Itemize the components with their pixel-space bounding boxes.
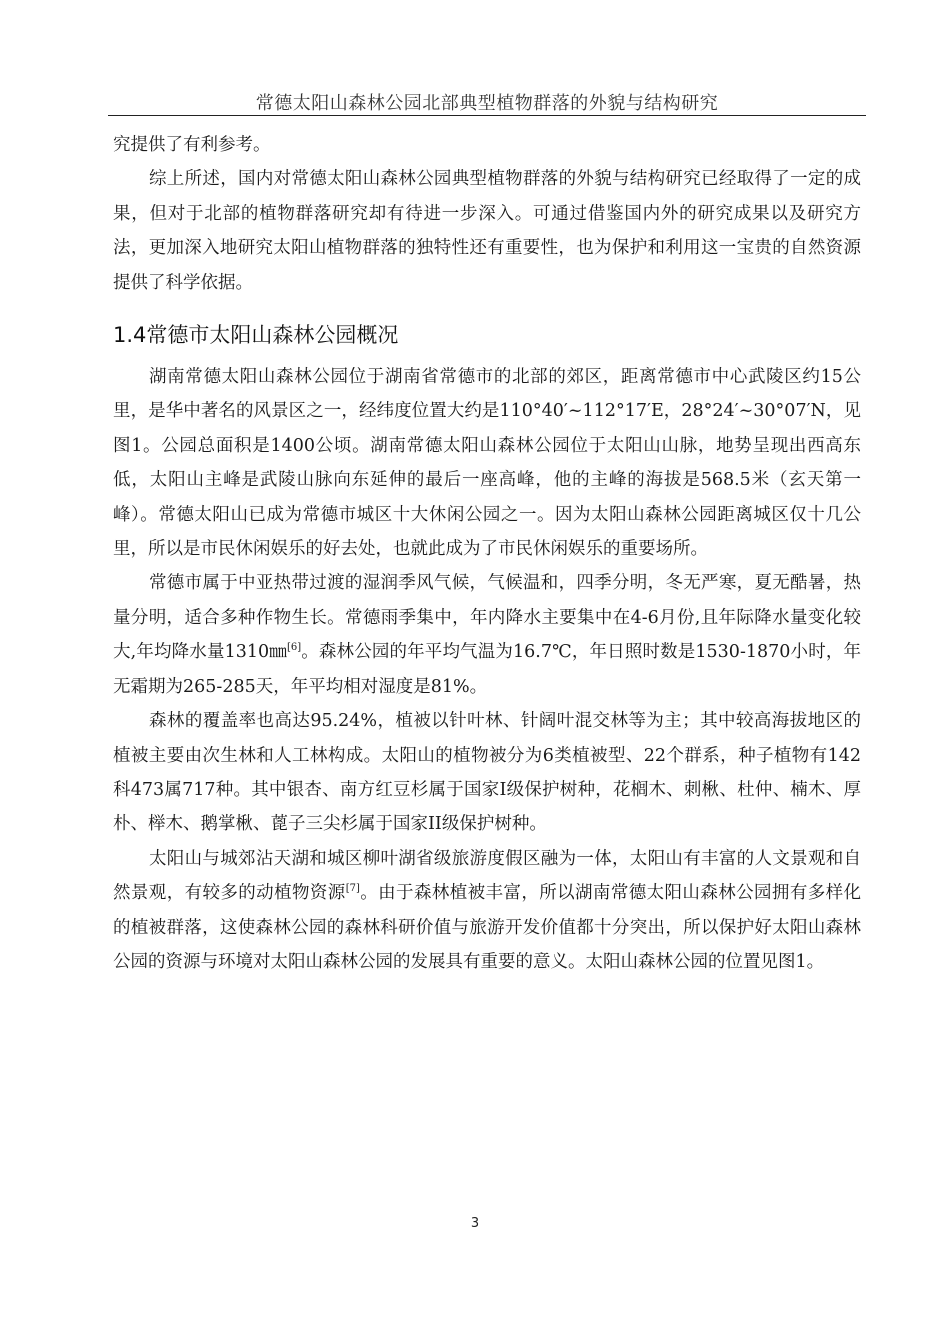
paragraph-resources-text-1: 太阳山与城郊沾天湖和城区柳叶湖省级旅游度假区融为一体，太阳山有丰富的人文景观和自然景观，有较多的动植物资源 [113, 848, 861, 904]
paragraph-vegetation: 森林的覆盖率也高达95.24%，植被以针叶林、针阔叶混交林等为主；其中较高海拔地区的植被主要由次生林和人工林构成。太阳山的植物被分为6类植被型、22个群系，种子植物有142科473属717种。其中银杏、南方红豆杉属于国家I级保护树种，花榈木、刺楸、杜仲、楠木、厚朴、榉木、鹅掌楸、蓖子三尖杉属于国家II级保护树种。 [113, 711, 861, 835]
paragraph-climate-text-1: 常德市属于中亚热带过渡的湿润季风气候，气候温和，四季分明，冬无严寒，夏无酷暑，热量分明，适合多种作物生长。常德雨季集中，年内降水主要集中在4-6月份,且年际降水量变化较大,年均降水量1310㎜ [113, 573, 861, 663]
running-header: 常德太阳山森林公园北部典型植物群落的外貌与结构研究 [255, 93, 719, 114]
section-heading: 1.4常德市太阳山森林公园概况 [113, 323, 399, 348]
paragraph-climate-text-2: 。森林公园的年平均气温为16.7℃，年日照时数是1530-1870小时，年无霜期为265-285天，年平均相对湿度是81%。 [113, 642, 861, 697]
paragraph-continuation: 究提供了有利参考。 [113, 135, 271, 155]
page-body [113, 128, 861, 979]
paragraph-location: 湖南常德太阳山森林公园位于湖南省常德市的北部的郊区，距离常德市中心武陵区约15公里，是华中著名的风景区之一，经纬度位置大约是110°40′~112°17′E，28°24′~30°07′N，见图1。公园总面积是1400公顷。湖南常德太阳山森林公园位于太阳山山脉，地势呈现出西高东低，太阳山主峰是武陵山脉向东延伸的最后一座高峰，他的主峰的海拔是568.5米（玄天第一峰）。常德太阳山已成为常德市城区十大休闲公园之一。因为太阳山森林公园距离城区仅十几公里，所以是市民休闲娱乐的好去处，也就此成为了市民休闲娱乐的重要场所。 [113, 367, 861, 560]
page-number: 3 [470, 1216, 480, 1231]
paragraph-resources [113, 842, 861, 980]
citation-6: [6] [286, 642, 302, 654]
paragraph-climate [113, 566, 861, 704]
header-rule [108, 115, 866, 116]
paragraph-resources-text-2: 。由于森林植被丰富，所以湖南常德太阳山森林公园拥有多样化的植被群落，这使森林公园的森林科研价值与旅游开发价值都十分突出，所以保护好太阳山森林公园的资源与环境对太阳山森林公园的发展具有重要的意义。太阳山森林公园的位置见图1。 [113, 883, 862, 972]
citation-7: [7] [345, 883, 360, 895]
paragraph-summary: 综上所述，国内对常德太阳山森林公园典型植物群落的外貌与结构研究已经取得了一定的成果，但对于北部的植物群落研究却有待进一步深入。可通过借鉴国内外的研究成果以及研究方法，更加深入地研究太阳山植物群落的独特性还有重要性，也为保护和利用这一宝贵的自然资源提供了科学依据。 [113, 169, 861, 293]
